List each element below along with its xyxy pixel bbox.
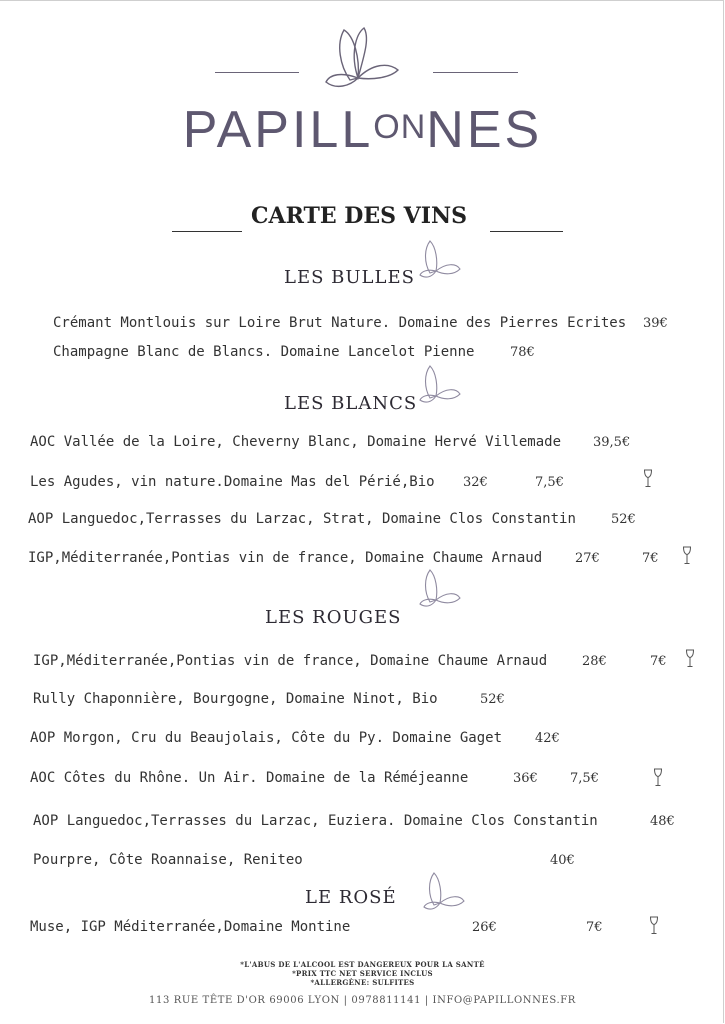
brand-logo [0,100,725,160]
wine-item: Les Agudes, vin nature.Domaine Mas del Périé,Bio [30,474,435,490]
bottle-price: 36€ [513,771,538,786]
bottle-price: 40€ [550,853,575,868]
wine-glass-icon [685,649,695,669]
footer-note-alcohol: *L'ABUS DE L'ALCOOL EST DANGEREUX POUR LA SANTÉ [240,960,485,969]
logo-rule-right [433,72,518,73]
wine-item: AOP Languedoc,Terrasses du Larzac, Strat, Domaine Clos Constantin [28,511,576,527]
wine-item: Muse, IGP Méditerranée,Domaine Montine [30,919,351,935]
bottle-price: 39€ [643,316,668,331]
butterfly-icon [418,364,462,404]
section-rose: LE ROSÉ [305,887,397,908]
glass-price: 7€ [642,551,659,566]
footer-address: 113 RUE TÊTE D'OR 69006 LYON | 0978811141 | INFO@PAPILLONNES.FR [149,995,576,1006]
bottle-price: 27€ [575,551,600,566]
wine-glass-icon [649,916,659,936]
bottle-price: 32€ [463,475,488,490]
wine-item: Rully Chaponnière, Bourgogne, Domaine Ninot, Bio [33,691,438,707]
glass-price: 7,5€ [535,475,564,490]
wine-item: Crémant Montlouis sur Loire Brut Nature. Domaine des Pierres Ecrites [53,315,627,331]
wine-item: AOC Vallée de la Loire, Cheverny Blanc, Domaine Hervé Villemade [30,434,562,450]
wine-item: AOP Languedoc,Terrasses du Larzac, Euziera. Domaine Clos Constantin [33,813,598,829]
butterfly-logo-icon [320,24,404,92]
footer-note-allergen: *ALLERGÈNE: SULFITES [310,978,415,987]
wine-glass-icon [653,768,663,788]
butterfly-icon [422,871,466,911]
wine-item: AOP Morgon, Cru du Beaujolais, Côte du Py. Domaine Gaget [30,730,503,746]
footer-note-prices: *PRIX TTC NET SERVICE INCLUS [292,969,433,978]
wine-item: Pourpre, Côte Roannaise, Reniteo [33,852,303,868]
bottle-price: 28€ [582,654,607,669]
glass-price: 7€ [586,920,603,935]
glass-price: 7€ [650,654,667,669]
section-bulles: LES BULLES [284,267,415,288]
wine-item: AOC Côtes du Rhône. Un Air. Domaine de la Réméjeanne [30,770,469,786]
section-rouges: LES ROUGES [265,607,402,628]
page-title: CARTE DES VINS [251,203,468,229]
glass-price: 7,5€ [570,771,599,786]
brand-part3: NES [426,101,543,159]
section-blancs: LES BLANCS [284,393,418,414]
title-rule-right [490,231,563,232]
wine-glass-icon [682,546,692,566]
title-rule-left [172,231,242,232]
logo-rule-left [215,72,299,73]
wine-item: IGP,Méditerranée,Pontias vin de france, Domaine Chaume Arnaud [33,653,548,669]
bottle-price: 42€ [535,731,560,746]
wine-item: Champagne Blanc de Blancs. Domaine Lancelot Pienne [53,344,475,360]
bottle-price: 52€ [480,692,505,707]
bottle-price: 48€ [650,814,675,829]
bottle-price: 52€ [611,512,636,527]
wine-glass-icon [643,469,653,489]
brand-part2: ON [373,108,427,146]
bottle-price: 78€ [510,345,535,360]
butterfly-icon [418,568,462,608]
bottle-price: 39,5€ [593,435,631,450]
bottle-price: 26€ [472,920,497,935]
brand-part1: PAPILL [182,101,374,159]
butterfly-icon [418,239,462,279]
wine-item: IGP,Méditerranée,Pontias vin de france, Domaine Chaume Arnaud [28,550,543,566]
